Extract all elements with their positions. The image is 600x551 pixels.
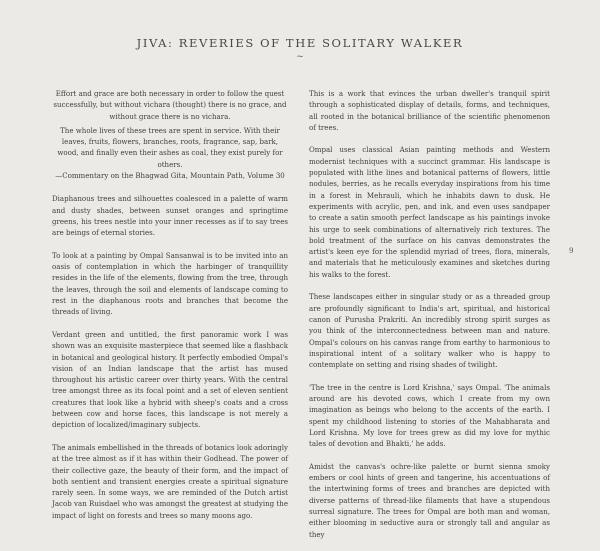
right-column (309, 88, 550, 551)
left-paragraph-3: Verdant green and untitled, the first panoramic work I was shown was an exquisite masterpiece that seemed like a flashback in botanical and geological history. It perfectly embodied Ompal's vision of an Indian landscape that the artist has mused throughout his artistic career over thirty years. With the central tree amongst three as its focal point and a set of eleven sentient creatures that look like a hybrid with sheep's coats and a cross between cow and horse faces, this landscape is not merely a depiction of localized/imaginary subjects. (52, 329, 288, 430)
right-paragraph-3: These landscapes either in singular study or as a threaded group are profoundly significant to India's art, spiritual, and historical canon of Purusha Prakriti. An incredibly strong spirit surges as you think of the interconnectedness between man and nature. Ompal's colours on his canvas range from earthy to harmonious to inspirational intent of a solitary walker who is happy to contemplate on setting and rising shades of twilight. (309, 292, 550, 370)
right-paragraph-5: Amidst the canvas's ochre-like palette or burnt sienna smoky embers or cool hints of green and tangerine, his accentuations of the intertwining forms of trees and branches are depicted with diverse patterns of thread-like filaments that have a stupendous surreal signature. The trees for Ompal are both man and woman, either blooming in seductive aura or strongly tall and angular as they (309, 461, 550, 539)
left-column (52, 88, 288, 532)
left-paragraph-1: Diaphanous trees and silhouettes coalesced in a palette of warm and dusty shades, between sunset oranges and springtime greens, his trees nestle into your inner recesses as if to say trees are beings of eternal stories. (52, 194, 288, 238)
epigraph (52, 88, 288, 181)
epigraph-attribution: —Commentary on the Bhagwad Gita, Mountain Path, Volume 30 (55, 171, 285, 181)
page-title: JIVA: REVERIES OF THE SOLITARY WALKER (136, 36, 464, 50)
right-paragraph-1: This is a work that evinces the urban dweller's tranquil spirit through a sophisticated display of details, forms, and techniques, all rooted in the botanical brilliance of the scientific phenomenon of trees. (309, 89, 550, 132)
epigraph-quote-1: Effort and grace are both necessary in order to follow the quest successfully, but without vichara (thought) there is no grace, and without grace there is no vichara. (53, 89, 287, 121)
right-paragraph-2: Ompal uses classical Asian painting methods and Western modernist techniques with a succinct grammar. His landscape is populated with lithe lines and botanical patterns of flowers, little nodules, berries, as he recalls everyday inspirations from his time in a forest in Mehrauli, which he inhabits dawn to dusk. He experiments with acrylic, pen, and ink, and even uses sandpaper to create a satin smooth perfect landscape as his paintings invoke his urge to seek combinations of alternatively rich textures. The bold treatment of the surface on his canvas demonstrates the artist's keen eye for the splendid myriad of trees, flora, minerals, and materials that he meticulously examines and sketches during his walks to the forest. (309, 145, 550, 279)
page-number: 9 (569, 247, 574, 255)
left-paragraph-2: To look at a painting by Ompal Sansanwal is to be invited into an oasis of contemplation in which the harbinger of tranquillity resides in the life of the elements, flowing from the tree, through the leaves, through the soil and elements of landscape coming to rest in the diaphanous roots and branches that become the threads of living. (52, 250, 288, 317)
title-ornament: ~ (296, 52, 304, 62)
right-paragraph-4: 'The tree in the centre is Lord Krishna,' says Ompal. 'The animals around are his devoted cows, which I create from my own imagination as beings who belong to the accents of the earth. I spent my childhood listening to stories of the Mahabharata and Lord Krishna. My love for trees grew as did my love for mythic tales of devotion and Bhakti,' he adds. (309, 382, 550, 449)
left-paragraph-4: The animals embellished in the threads of botanics look adoringly at the tree almost as if it has within their Godhead. The power of their collective gaze, the beauty of their form, and the impact of both sentient and transient energies create a spiritual signature rarely seen. In some ways, we are reminded of the Dutch artist Jacob van Ruisdael who was amongst the greatest at studying the impact of light on forests and trees so many moons ago. (52, 442, 288, 520)
epigraph-quote-2: The whole lives of these trees are spent in service. With their leaves, fruits, flowers, branches, roots, fragrance, sap, bark, wood, and finally even their ashes as coal, they exist purely for others. (57, 125, 283, 169)
